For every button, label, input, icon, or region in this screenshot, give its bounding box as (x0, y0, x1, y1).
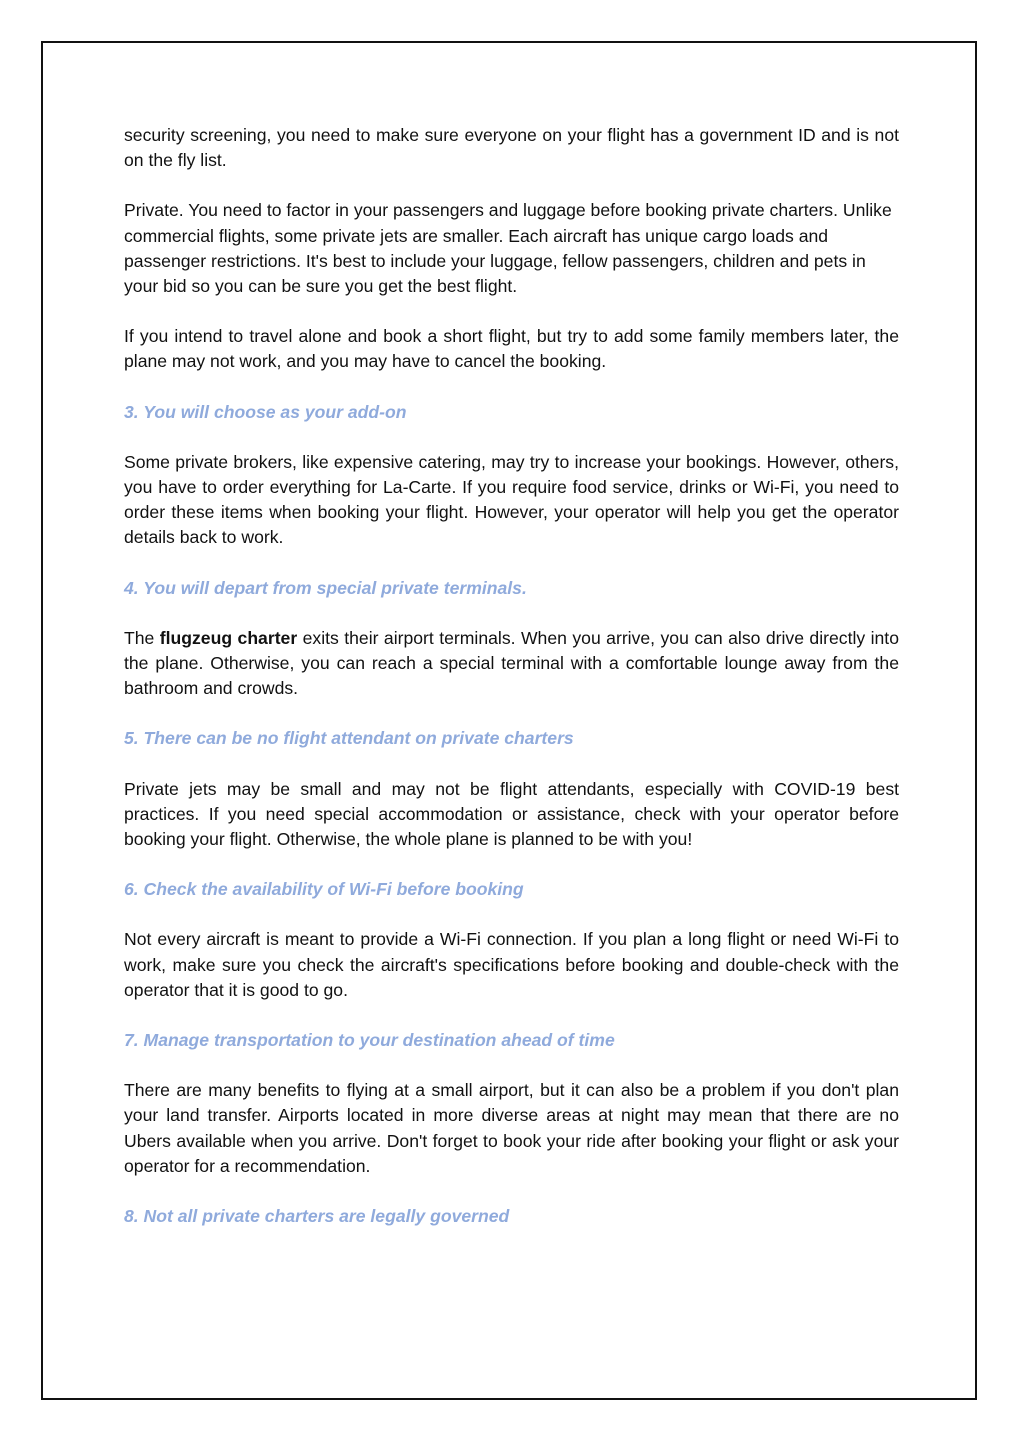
heading-wifi-availability: 6. Check the availability of Wi-Fi before booking (124, 879, 524, 900)
paragraph-flugzeug-charter (124, 626, 899, 702)
rich-text-after: exits their airport terminals. When you arrive, you can also drive directly into the plane. Otherwise, you can reach a special terminal with a comfortable lounge away from the bathroom and crowds. (124, 627, 899, 699)
bold-term-flugzeug-charter: flugzeug charter (159, 627, 298, 648)
paragraph-private-jets-small: Private jets may be small and may not be flight attendants, especially with COVID-19 best practices. If you need special accommodation or assistance, check with your operator before booking your flight. Otherwise, the whole plane is planned to be with you! (124, 778, 899, 850)
heading-legally-governed: 8. Not all private charters are legally governed (124, 1206, 510, 1227)
paragraph-security-screening: security screening, you need to make sure everyone on your flight has a government ID and is not on the fly list. (124, 125, 899, 171)
heading-transportation: 7. Manage transportation to your destination ahead of time (124, 1030, 615, 1051)
paragraph-private-passengers: Private. You need to factor in your passengers and luggage before booking private charters. Unlike commercial flights, some private jets are smaller. Each aircraft has unique cargo loads and passenger restrictions. It's best to include your luggage, fellow passengers, children and pets in your bid so you can be sure you get the best flight. (124, 200, 892, 297)
rich-text-before: The (124, 627, 160, 648)
paragraph-small-airport: There are many benefits to flying at a small airport, but it can also be a problem if you don't plan your land transfer. Airports located in more diverse areas at night may mean that there are no Ubers available when you arrive. Don't forget to book your ride after booking your flight or ask your operator for a recommendation. (124, 1080, 899, 1176)
document-body (124, 123, 899, 1254)
heading-private-terminals: 4. You will depart from special private terminals. (124, 577, 527, 598)
heading-flight-attendant: 5. There can be no flight attendant on private charters (124, 728, 574, 749)
paragraph-wifi-connection: Not every aircraft is meant to provide a Wi-Fi connection. If you plan a long flight or need Wi-Fi to work, make sure you check the aircraft's specifications before booking and double-check with the operator that it is good to go. (124, 929, 899, 1000)
heading-add-on: 3. You will choose as your add-on (124, 401, 407, 422)
paragraph-private-brokers: Some private brokers, like expensive catering, may try to increase your bookings. However, others, you have to order everything for La-Carte. If you require food service, drinks or Wi-Fi, you need to order these items when booking your flight. However, your operator will help you get the operator details back to work. (124, 451, 899, 548)
paragraph-travel-alone: If you intend to travel alone and book a short flight, but try to add some family members later, the plane may not work, and you may have to cancel the booking. (124, 326, 899, 372)
